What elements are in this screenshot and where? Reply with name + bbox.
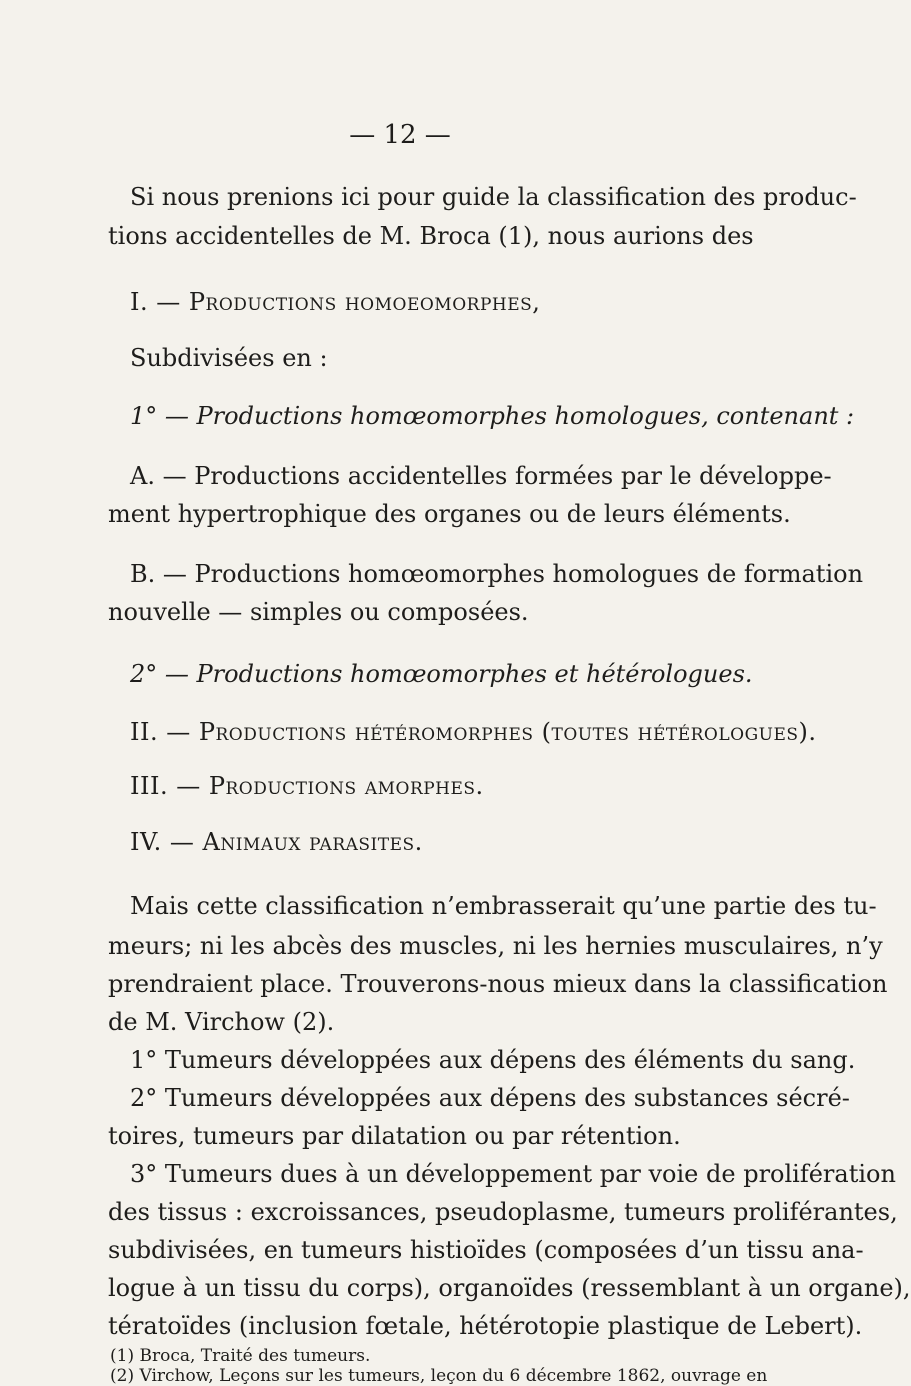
section-2-heading: II. — Productions hétéromorphes (toutes hétérologues).: [130, 718, 817, 746]
tumor-type-3-line-5: tératoïdes (inclusion fœtale, hétérotopie plastique de Lebert).: [108, 1312, 863, 1340]
tumor-type-3-line-3: subdivisées, en tumeurs histioïdes (composées d’un tissu ana-: [108, 1236, 864, 1264]
item-b-line-1: B. — Productions homœomorphes homologues de formation: [130, 560, 864, 588]
tumor-type-2-line-1: 2° Tumeurs développées aux dépens des substances sécré-: [130, 1084, 850, 1112]
page-number: — 12 —: [349, 120, 451, 150]
item-a-line-1: A. — Productions accidentelles formées par le développe-: [130, 462, 832, 490]
section-1-heading: I. — Productions homoeomorphes,: [130, 288, 541, 316]
para-line-4: de M. Virchow (2).: [108, 1008, 335, 1036]
item-b-line-2: nouvelle — simples ou composées.: [108, 598, 529, 626]
tumor-type-2-line-2: toires, tumeurs par dilatation ou par rétention.: [108, 1122, 681, 1150]
intro-line-2: tions accidentelles de M. Broca (1), nous aurions des: [108, 222, 754, 250]
para-line-2: meurs; ni les abcès des muscles, ni les hernies musculaires, n’y: [108, 932, 883, 960]
para-line-1: Mais cette classification n’embrasserait qu’une partie des tu-: [130, 892, 877, 920]
section-4-heading: IV. — Animaux parasites.: [130, 828, 423, 856]
section-3-heading: III. — Productions amorphes.: [130, 772, 484, 800]
para-line-3: prendraient place. Trouverons-nous mieux dans la classification: [108, 970, 888, 998]
item-1-heading: 1° — Productions homœomorphes homologues, contenant :: [130, 402, 855, 430]
footnotes-area: [0, 1346, 800, 1386]
tumor-type-3-line-4: logue à un tissu du corps), organoïdes (ressemblant à un organe),: [108, 1274, 911, 1302]
item-2-heading: 2° — Productions homœomorphes et hétérologues.: [130, 660, 753, 688]
intro-line-1: Si nous prenions ici pour guide la classification des produc-: [130, 183, 857, 211]
footnote-1: (1) Broca, Traité des tumeurs.: [110, 1346, 371, 1366]
subdivisions-label: Subdivisées en :: [130, 344, 328, 372]
tumor-type-3-line-2: des tissus : excroissances, pseudoplasme, tumeurs proliférantes,: [108, 1198, 898, 1226]
tumor-type-1: 1° Tumeurs développées aux dépens des éléments du sang.: [130, 1046, 856, 1074]
item-a-line-2: ment hypertrophique des organes ou de leurs éléments.: [108, 500, 791, 528]
footnote-2-line-1: (2) Virchow, Leçons sur les tumeurs, leçon du 6 décembre 1862, ouvrage en: [110, 1366, 768, 1386]
tumor-type-3-line-1: 3° Tumeurs dues à un développement par voie de prolifération: [130, 1160, 896, 1188]
